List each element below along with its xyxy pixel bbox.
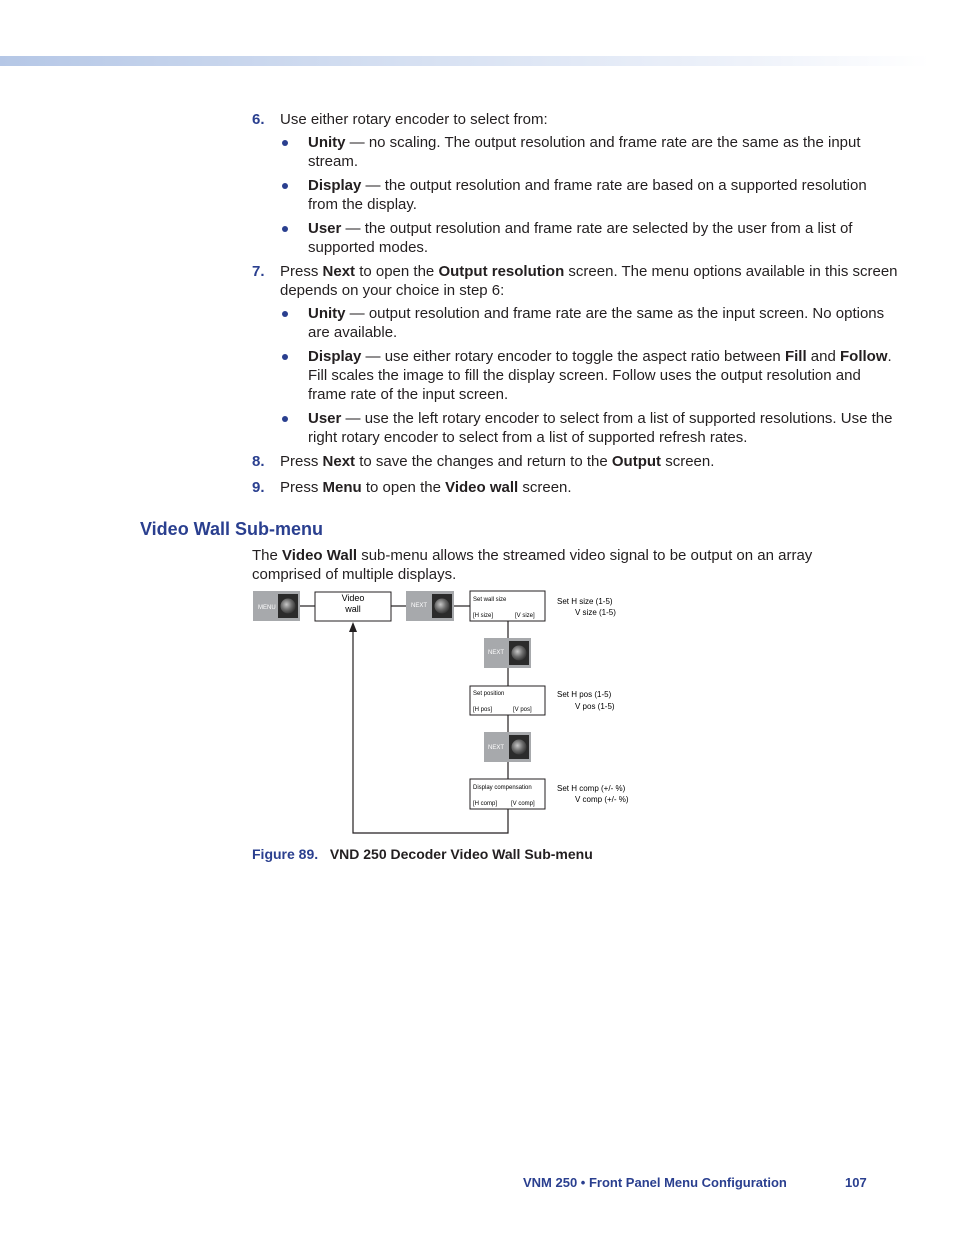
figure-caption [252, 846, 593, 862]
next-button-label: NEXT [411, 603, 428, 609]
screen-title: Set wall size [473, 597, 507, 603]
screen-left-value: [H size] [473, 613, 494, 619]
compensation-screen [470, 779, 545, 809]
rotary-knob-icon [512, 740, 527, 755]
list-item: Unity — no scaling. The output resolution and frame rate are the same as the input stream. [280, 133, 900, 171]
next-button [406, 591, 454, 621]
wall-size-note-1: Set H size (1-5) [557, 597, 613, 606]
step-number: 7. [252, 263, 265, 280]
footer-title: VNM 250 • Front Panel Menu Configuration [523, 1175, 787, 1190]
list-item: User — use the left rotary encoder to select from a list of supported resolutions. Use the right rotary encoder to select from a list of supported refresh rates. [280, 409, 900, 447]
wall-size-note-2: V size (1-5) [575, 608, 616, 617]
step-number: 8. [252, 453, 265, 470]
next-button-label: NEXT [488, 650, 505, 656]
video-wall-line1: Video [341, 593, 365, 603]
menu-button [253, 591, 300, 621]
figure-title: VND 250 Decoder Video Wall Sub-menu [329, 846, 593, 862]
list-item: User — the output resolution and frame rate are selected by the user from a list of supported modes. [280, 219, 900, 257]
screen-title: Display compensation [473, 785, 532, 791]
section-intro: The Video Wall sub-menu allows the streamed video signal to be output on an array comprised of multiple displays. [252, 547, 813, 583]
step-text: Press Next to open the Output resolution screen. The menu options available in this screen depends on your choice in step 6: [280, 263, 898, 299]
step-number: 9. [252, 479, 265, 496]
position-note-2: V pos (1-5) [575, 702, 615, 711]
list-item: Unity — output resolution and frame rate are the same as the input screen. No options are available. [280, 304, 900, 342]
list-item: Display — the output resolution and frame rate are based on a supported resolution from the display. [280, 176, 900, 214]
next-button [484, 732, 531, 762]
step-text: Press Next to save the changes and return to the Output screen. [280, 453, 715, 470]
screen-left-value: [H comp] [473, 801, 498, 807]
wall-size-screen [470, 591, 545, 621]
step-text: Press Menu to open the Video wall screen. [280, 479, 572, 496]
screen-right-value: [V comp] [511, 801, 535, 807]
screen-right-value: [V pos] [513, 707, 532, 713]
step-number: 6. [252, 111, 265, 128]
screen-title: Set position [473, 691, 505, 697]
next-button-label: NEXT [488, 745, 505, 751]
step-text: Use either rotary encoder to select from: [280, 111, 548, 128]
figure-number: Figure 89. [252, 846, 319, 862]
compensation-note-2: V comp (+/- %) [575, 795, 629, 804]
rotary-knob-icon [512, 646, 527, 661]
compensation-note-1: Set H comp (+/- %) [557, 784, 626, 793]
menu-button-label: MENU [258, 605, 276, 611]
position-screen [470, 686, 545, 715]
position-note-1: Set H pos (1-5) [557, 690, 612, 699]
video-wall-line2: wall [345, 604, 361, 614]
screen-right-value: [V size] [515, 613, 535, 619]
screen-left-value: [H pos] [473, 707, 493, 713]
video-wall-screen [315, 592, 391, 621]
rotary-knob-icon [435, 599, 450, 614]
return-arrow-head [349, 622, 357, 632]
page-number: 107 [845, 1175, 867, 1190]
section-title: Video Wall Sub-menu [140, 519, 324, 539]
rotary-knob-icon [281, 599, 296, 614]
list-item: Display — use either rotary encoder to toggle the aspect ratio between Fill and Follow. Fill scales the image to fill the display screen. Follow uses the output resolution and frame rate of the input screen. [280, 347, 900, 404]
next-button [484, 638, 531, 668]
